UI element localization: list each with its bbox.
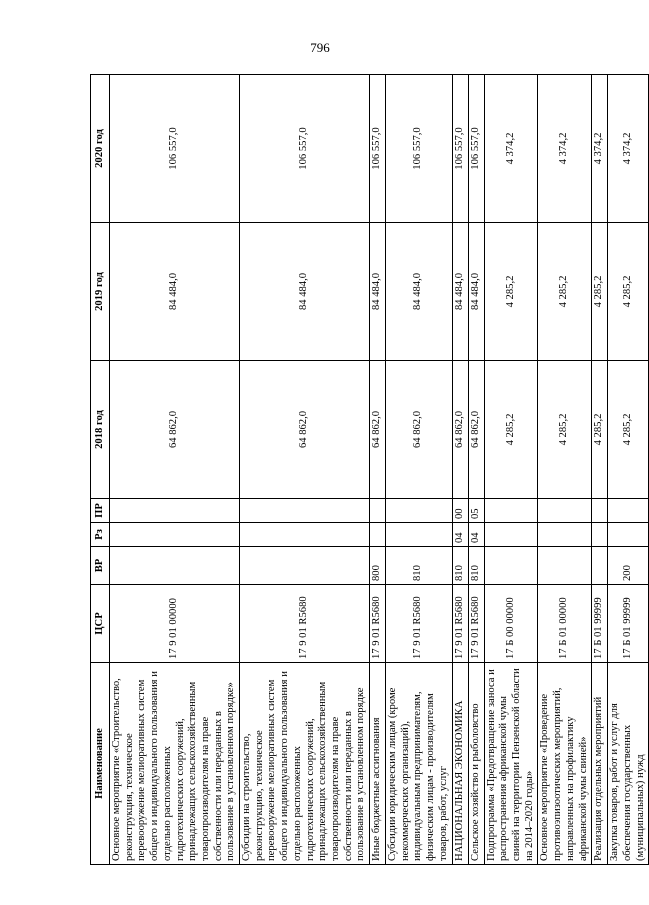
cell-pr: [110, 499, 240, 523]
cell-name: Реализация отдельных мероприятий: [592, 663, 608, 865]
cell-rz: [592, 523, 608, 547]
table-row: [110, 75, 240, 865]
table-row: [484, 75, 538, 865]
cell-vr: 810: [468, 547, 484, 585]
cell-name: Закупка товаров, работ и услуг для обеспечения государственных (муниципальных) нужд: [608, 663, 649, 865]
cell-2020: 106 557,0: [240, 75, 370, 223]
cell-rz: 04: [452, 523, 468, 547]
cell-rz: [370, 523, 386, 547]
cell-2020: 106 557,0: [386, 75, 453, 223]
cell-2020: 106 557,0: [452, 75, 468, 223]
cell-2020: 4 374,2: [592, 75, 608, 223]
cell-pr: [240, 499, 370, 523]
cell-2018: 4 285,2: [592, 361, 608, 499]
cell-2018: 4 285,2: [484, 361, 538, 499]
table-row: [538, 75, 592, 865]
cell-2019: 84 484,0: [386, 223, 453, 361]
header-csr: ЦСР: [91, 585, 110, 663]
cell-name: Субсидии юридическим лицам (кроме некоммерческих организаций), индивидуальным предпринимателям, физическим лицам - производителям товаров, работ, услуг: [386, 663, 453, 865]
cell-2018: 64 862,0: [386, 361, 453, 499]
cell-2018: 4 285,2: [608, 361, 649, 499]
cell-vr: [240, 547, 370, 585]
cell-2020: 106 557,0: [468, 75, 484, 223]
cell-2018: 4 285,2: [538, 361, 592, 499]
cell-csr: 17 Б 01 99999: [608, 585, 649, 663]
cell-csr: 17 9 01 R5680: [452, 585, 468, 663]
header-2018: 2018 год: [91, 361, 110, 499]
cell-name: Субсидии на строительство, реконструкцию, техническое перевооружение мелиоративных систем общего и индивидуального пользования и отдельно расположенных гидротехнических сооружений, принадлежащих сельскохозяйственным товаропроизводителям на праве собственности или переданных в пользование в установленном порядке: [240, 663, 370, 865]
table-header: [91, 75, 110, 865]
cell-name: Основное мероприятие «Проведение противоэпизоотических мероприятий, направленных на профилактику африканской чумы свиней»: [538, 663, 592, 865]
table-row: [386, 75, 453, 865]
cell-pr: 05: [468, 499, 484, 523]
cell-vr: [538, 547, 592, 585]
cell-vr: [110, 547, 240, 585]
table-body: [110, 75, 649, 865]
header-rz: Рз: [91, 523, 110, 547]
cell-vr: [484, 547, 538, 585]
page-number: 796: [310, 40, 330, 55]
header-2020: 2020 год: [91, 75, 110, 223]
cell-name: Иные бюджетные ассигнования: [370, 663, 386, 865]
cell-2018: 64 862,0: [370, 361, 386, 499]
cell-name: Основное мероприятие «Строительство, реконструкция, техническое перевооружение мелиоративных систем общего и индивидуального пользования и отдельно расположенных гидротехнических сооружений, принадлежащих сельскохозяйственным товаропроизводителям на праве собственности или переданных в пользование в установленном порядке»: [110, 663, 240, 865]
cell-vr: 810: [386, 547, 453, 585]
cell-2018: 64 862,0: [452, 361, 468, 499]
cell-2019: 4 285,2: [484, 223, 538, 361]
cell-2019: 84 484,0: [468, 223, 484, 361]
cell-name: НАЦИОНАЛЬНАЯ ЭКОНОМИКА: [452, 663, 468, 865]
table-row: [452, 75, 468, 865]
cell-2018: 64 862,0: [240, 361, 370, 499]
cell-2018: 64 862,0: [110, 361, 240, 499]
cell-pr: [592, 499, 608, 523]
cell-2019: 4 285,2: [608, 223, 649, 361]
cell-csr: 17 Б 01 00000: [538, 585, 592, 663]
cell-vr: 800: [370, 547, 386, 585]
header-vr: ВР: [91, 547, 110, 585]
cell-csr: 17 Б 01 99999: [592, 585, 608, 663]
table-row: [370, 75, 386, 865]
cell-name: Подпрограмма «Предотвращение заноса и распространения африканской чумы свиней на территории Пензенской области на 2014–2020 годы»: [484, 663, 538, 865]
cell-csr: 17 9 01 R5680: [386, 585, 453, 663]
cell-vr: 810: [452, 547, 468, 585]
cell-2019: 4 285,2: [592, 223, 608, 361]
cell-pr: 00: [452, 499, 468, 523]
cell-csr: 17 9 01 R5680: [468, 585, 484, 663]
cell-2020: 4 374,2: [484, 75, 538, 223]
cell-pr: [386, 499, 453, 523]
cell-rz: [240, 523, 370, 547]
table-row: [240, 75, 370, 865]
cell-2020: 4 374,2: [538, 75, 592, 223]
header-name: Наименование: [91, 663, 110, 865]
cell-2020: 4 374,2: [608, 75, 649, 223]
cell-csr: 17 9 01 R5680: [370, 585, 386, 663]
budget-table: [90, 74, 649, 865]
header-2019: 2019 год: [91, 223, 110, 361]
cell-rz: [386, 523, 453, 547]
cell-rz: [110, 523, 240, 547]
cell-pr: [608, 499, 649, 523]
cell-csr: 17 Б 00 00000: [484, 585, 538, 663]
cell-vr: 200: [608, 547, 649, 585]
table-row: [608, 75, 649, 865]
cell-vr: [592, 547, 608, 585]
cell-pr: [370, 499, 386, 523]
cell-2019: 84 484,0: [240, 223, 370, 361]
table-row: [592, 75, 608, 865]
cell-2019: 84 484,0: [452, 223, 468, 361]
cell-rz: [538, 523, 592, 547]
table-row: [468, 75, 484, 865]
cell-rz: 04: [468, 523, 484, 547]
rotated-page-area: [90, 75, 646, 865]
cell-csr: 17 9 01 R5680: [240, 585, 370, 663]
cell-pr: [484, 499, 538, 523]
cell-rz: [608, 523, 649, 547]
cell-2019: 84 484,0: [370, 223, 386, 361]
cell-2020: 106 557,0: [370, 75, 386, 223]
cell-2018: 64 862,0: [468, 361, 484, 499]
cell-2020: 106 557,0: [110, 75, 240, 223]
cell-csr: 17 9 01 00000: [110, 585, 240, 663]
cell-name: Сельское хозяйство и рыболовство: [468, 663, 484, 865]
landscape-content: [90, 75, 646, 865]
cell-2019: 4 285,2: [538, 223, 592, 361]
header-row: [91, 75, 110, 865]
cell-pr: [538, 499, 592, 523]
cell-2019: 84 484,0: [110, 223, 240, 361]
header-pr: ПР: [91, 499, 110, 523]
cell-rz: [484, 523, 538, 547]
